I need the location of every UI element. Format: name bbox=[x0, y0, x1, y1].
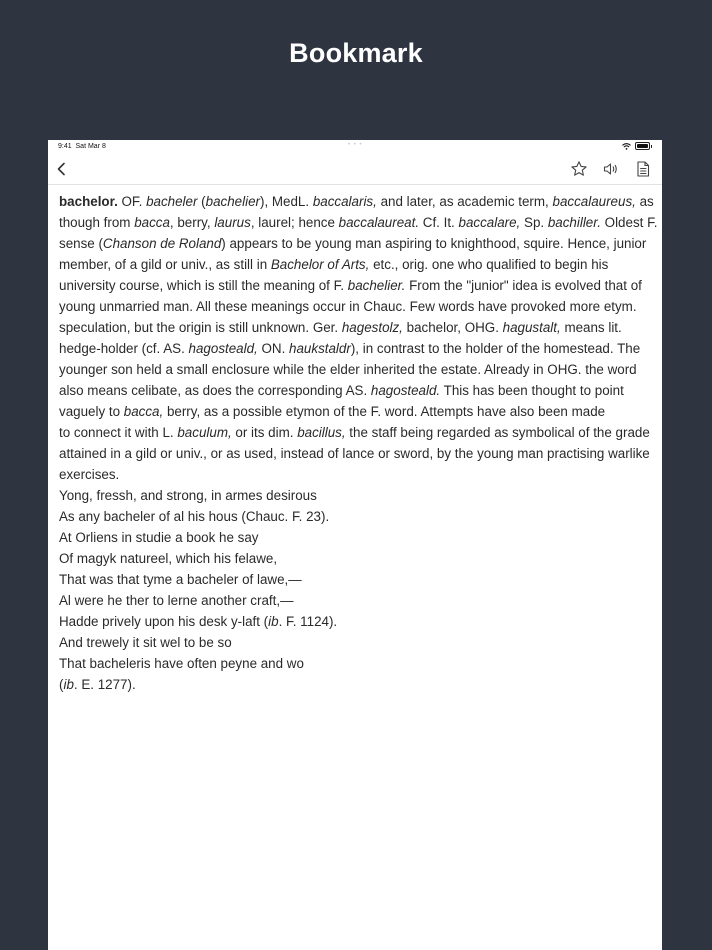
text-segment: ON. bbox=[257, 341, 290, 356]
text-segment: young unmarried man. All these meanings occur in Chauc. Few words have provoked more etym. bbox=[59, 299, 637, 314]
text-segment: to connect it with L. bbox=[59, 425, 178, 440]
text-segment: also means celibate, as does the corresponding AS. bbox=[59, 383, 371, 398]
paragraph-line bbox=[59, 338, 652, 359]
italic-term: bacca bbox=[134, 215, 170, 230]
text-segment: speculation, but the origin is still unknown. Ger. bbox=[59, 320, 342, 335]
text-segment: means lit. bbox=[560, 320, 622, 335]
text-segment: etc., orig. one who qualified to begin his bbox=[369, 257, 609, 272]
status-time-value: 9:41 bbox=[58, 143, 72, 150]
text-segment: bachelor, OHG. bbox=[402, 320, 503, 335]
text-segment: ( bbox=[59, 677, 64, 692]
text-segment: ) appears to be young man aspiring to knighthood, squire. Hence, junior bbox=[221, 236, 647, 251]
text-segment: sense ( bbox=[59, 236, 103, 251]
italic-term: haukstaldr bbox=[289, 341, 351, 356]
paragraph-line bbox=[59, 275, 652, 296]
device-screen bbox=[48, 140, 662, 950]
text-segment: . F. 1124). bbox=[278, 614, 338, 629]
italic-term: baccalare, bbox=[458, 215, 521, 230]
italic-term: bachelier bbox=[205, 194, 260, 209]
text-segment: exercises. bbox=[59, 467, 120, 482]
text-segment: member, of a gild or univ., as still in bbox=[59, 257, 271, 272]
quote-line bbox=[59, 485, 652, 506]
italic-term: Chanson de Roland bbox=[102, 236, 222, 251]
text-segment: university course, which is still the meaning of F. bbox=[59, 278, 348, 293]
italic-term: hagestolz, bbox=[341, 320, 403, 335]
toolbar bbox=[48, 154, 662, 185]
quote-line bbox=[59, 569, 652, 590]
text-segment: Cf. It. bbox=[419, 215, 459, 230]
paragraph-line bbox=[59, 317, 652, 338]
document-icon[interactable] bbox=[634, 160, 652, 178]
text-segment: ), MedL. bbox=[259, 194, 313, 209]
text-segment: attained in a gild or univ., or as used, instead of lance or sword, by the young man practising warlike bbox=[59, 446, 650, 461]
quote-line bbox=[59, 548, 652, 569]
paragraph-line bbox=[59, 191, 652, 212]
toolbar-actions bbox=[570, 160, 652, 178]
italic-term: hagustalt, bbox=[502, 320, 561, 335]
italic-term: baccalaureat. bbox=[338, 215, 420, 230]
entry-paragraph bbox=[59, 191, 658, 485]
italic-term: baccalaris, bbox=[312, 194, 377, 209]
paragraph-line bbox=[59, 401, 652, 422]
italic-term: hagosteald, bbox=[188, 341, 258, 356]
text-segment: As any bacheler of al his hous (Chauc. F. 23). bbox=[59, 509, 330, 524]
quote-line bbox=[59, 653, 652, 674]
text-segment: , berry, bbox=[169, 215, 215, 230]
text-segment: This has been thought to point bbox=[440, 383, 624, 398]
paragraph-line bbox=[59, 233, 652, 254]
text-segment: as bbox=[635, 194, 654, 209]
text-segment: That was that tyme a bacheler of lawe,— bbox=[59, 572, 302, 587]
text-segment: That bacheleris have often peyne and wo bbox=[59, 656, 304, 671]
text-segment: Hadde prively upon his desk y-laft ( bbox=[59, 614, 269, 629]
quote-line bbox=[59, 527, 652, 548]
italic-term: Bachelor of Arts, bbox=[270, 257, 370, 272]
text-segment: Yong, fressh, and strong, in armes desirous bbox=[59, 488, 317, 503]
entry-content bbox=[48, 185, 662, 695]
text-segment: Oldest F. bbox=[600, 215, 658, 230]
text-segment: From the "junior" idea is evolved that of bbox=[405, 278, 642, 293]
italic-term: ib bbox=[268, 614, 279, 629]
text-segment: ( bbox=[197, 194, 206, 209]
italic-term: bacca, bbox=[123, 404, 164, 419]
wifi-icon bbox=[622, 143, 631, 150]
speaker-icon[interactable] bbox=[602, 160, 620, 178]
quote-line bbox=[59, 611, 652, 632]
battery-icon bbox=[635, 142, 650, 150]
text-segment: Of magyk natureel, which his felawe, bbox=[59, 551, 278, 566]
paragraph-line bbox=[59, 380, 652, 401]
text-segment: or its dim. bbox=[231, 425, 298, 440]
text-segment: . E. 1277). bbox=[73, 677, 136, 692]
status-date-value: Sat Mar 8 bbox=[75, 143, 106, 150]
paragraph-line bbox=[59, 212, 658, 233]
quote-line bbox=[59, 632, 652, 653]
entry-quote bbox=[59, 485, 652, 695]
italic-term: laurus bbox=[214, 215, 251, 230]
italic-term: baccalaureus, bbox=[552, 194, 636, 209]
paragraph-line bbox=[59, 443, 652, 464]
text-segment: though from bbox=[59, 215, 135, 230]
text-segment: Sp. bbox=[520, 215, 548, 230]
text-segment: berry, as a possible etymon of the F. word. Attempts have also been made bbox=[163, 404, 606, 419]
text-segment: OF. bbox=[117, 194, 147, 209]
italic-term: ib bbox=[63, 677, 74, 692]
paragraph-line bbox=[59, 359, 652, 380]
status-bar bbox=[48, 140, 662, 154]
italic-term: bachiller. bbox=[547, 215, 601, 230]
text-segment: ), in contrast to the holder of the homestead. The bbox=[350, 341, 641, 356]
text-segment: And trewely it sit wel to be so bbox=[59, 635, 232, 650]
text-segment: the staff being regarded as symbolical of the grade bbox=[345, 425, 650, 440]
paragraph-line bbox=[59, 254, 652, 275]
entry-headword: bachelor. bbox=[59, 194, 118, 209]
star-icon[interactable] bbox=[570, 160, 588, 178]
italic-term: bachelier. bbox=[347, 278, 406, 293]
paragraph-line bbox=[59, 464, 652, 485]
text-segment: , laurel; hence bbox=[250, 215, 339, 230]
italic-term: bacillus, bbox=[297, 425, 346, 440]
text-segment: hedge-holder (cf. AS. bbox=[59, 341, 189, 356]
quote-line bbox=[59, 590, 652, 611]
battery-cap bbox=[651, 145, 652, 148]
text-segment: vaguely to bbox=[59, 404, 124, 419]
quote-line bbox=[59, 506, 652, 527]
paragraph-line bbox=[59, 422, 652, 443]
italic-term: hagosteald. bbox=[370, 383, 441, 398]
paragraph-line bbox=[59, 296, 652, 317]
page-banner-title: Bookmark bbox=[289, 38, 423, 68]
text-segment: At Orliens in studie a book he say bbox=[59, 530, 259, 545]
quote-line bbox=[59, 674, 652, 695]
status-indicators bbox=[622, 142, 652, 150]
multitask-dots: • • • bbox=[348, 142, 363, 148]
text-segment: younger son held a small enclosure while the elder inherited the estate. Already in OHG. the word bbox=[59, 362, 637, 377]
chevron-left-icon[interactable] bbox=[54, 161, 70, 177]
italic-term: bacheler bbox=[146, 194, 198, 209]
text-segment: and later, as academic term, bbox=[376, 194, 553, 209]
status-time bbox=[58, 143, 106, 150]
text-segment: Al were he ther to lerne another craft,— bbox=[59, 593, 294, 608]
italic-term: baculum, bbox=[177, 425, 232, 440]
